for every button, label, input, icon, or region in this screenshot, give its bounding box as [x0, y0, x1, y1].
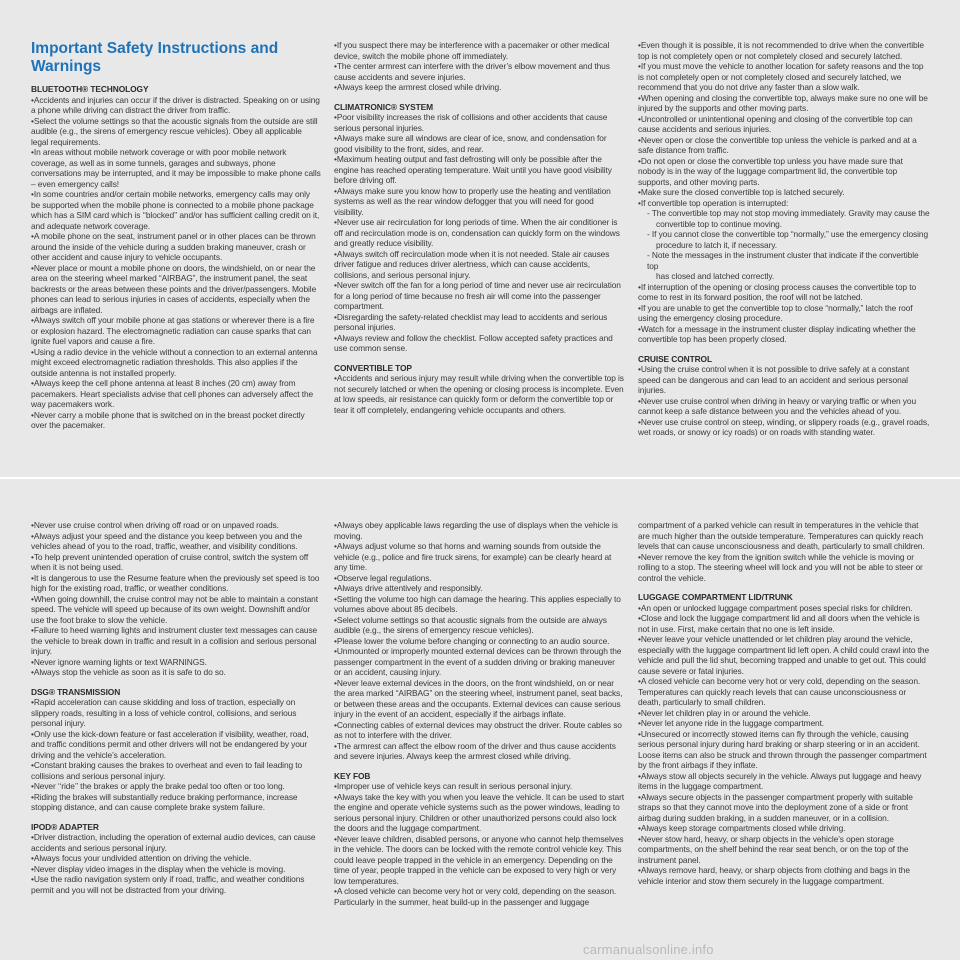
bullet-item: • Never use cruise control when driving off road or on unpaved roads.: [31, 520, 321, 531]
section-heading: KEY FOB: [334, 770, 371, 781]
bullet-item: • Never ‘‘ride’’ the brakes or apply the brake pedal too often or too long.: [31, 781, 321, 792]
bullet-item: • Use the radio navigation system only if road, traffic, and weather conditions permit and you will not be distracted from your driving.: [31, 874, 321, 895]
section-heading: BLUETOOTH® TECHNOLOGY: [31, 84, 149, 94]
bullet-item: • Never place or mount a mobile phone on doors, the windshield, on or near the area on the steering wheel marked “AIRBAG”, the instrument panel, the seat backrests or the areas between these points and the driver/passengers. Mobile phones can lead to serious injuries in cases of accidents, especially when the airbags are inflated.: [31, 263, 321, 316]
section-container: [638, 520, 930, 886]
watermark: carmanualsonline.info: [583, 942, 714, 957]
bullet-item: • Setting the volume too high can damage the hearing. This applies especially to volumes above about 85 decibels.: [334, 594, 624, 615]
bullet-item: • Make sure the closed convertible top is latched securely.: [638, 187, 930, 198]
sub-item: has closed and latched correctly.: [656, 271, 775, 281]
bullet-item: • Never remove the key from the ignition switch while the vehicle is moving or rolling to a stop. The steering wheel will lock and you will not be able to steer or control the vehicle.: [638, 552, 930, 584]
bullet-item: • Failure to heed warning lights and instrument cluster text messages can cause the vehicle to break down in traffic and result in a collision and serious personal injury.: [31, 625, 321, 657]
bullet-item: • Never display video images in the display when the vehicle is moving.: [31, 864, 321, 875]
section-container: [31, 84, 321, 431]
bullet-item: • Accidents and injuries can occur if the driver is distracted. Speaking on or using a phone while driving can distract the driver from traffic.: [31, 95, 321, 116]
bullet-item: • Only use the kick-down feature or fast acceleration if visibility, weather, road, and traffic conditions permit and other drivers will not be endangered by your driving and the vehicle’s acceleration.: [31, 729, 321, 761]
bullet-item: • Unmounted or improperly mounted external devices can be thrown through the passenger compartment in the event of a sudden driving or braking maneuver or an accident, causing injury.: [334, 646, 624, 678]
bullet-item: • Never leave external devices in the doors, on the front windshield, on or near the area marked “AIRBAG” on the steering wheel, instrument panel, seat backs, or between these areas and the occupants. External devices can cause serious injury in the event of an accident, especially if the airbags inflate.: [334, 678, 624, 720]
bullet-item: • Always obey applicable laws regarding the use of displays when the vehicle is moving.: [334, 520, 624, 541]
bullet-item: • Always stow all objects securely in the vehicle. Always put luggage and heavy items in the luggage compartment.: [638, 771, 930, 792]
section-heading: LUGGAGE COMPARTMENT LID/TRUNK: [638, 592, 793, 602]
bullet-item: • Always keep storage compartments closed while driving.: [638, 823, 930, 834]
bullet-item: • To help prevent unintended operation of cruise control, switch the system off when it is not being used.: [31, 552, 321, 573]
bullet-item: • Unsecured or incorrectly stowed items can fly through the vehicle, causing serious personal injury during hard braking or sharp steering or in an accident. Loose items can also be struck and thrown through the passenger compartment by the front airbags if they inflate.: [638, 729, 930, 771]
bullet-item: • Always adjust volume so that horns and warning sounds from outside the vehicle (e.g., police and fire truck sirens, for example) can be clearly heard at any time.: [334, 541, 624, 573]
top-column-1: [31, 40, 321, 431]
bullet-item: • Driver distraction, including the operation of external audio devices, can cause accidents and serious personal injury.: [31, 832, 321, 853]
bullet-item: • Observe legal regulations.: [334, 573, 624, 584]
bullet-item: • It is dangerous to use the Resume feature when the previously set speed is too high for the existing road, traffic, or weather conditions.: [31, 573, 321, 594]
bottom-column-1: [31, 520, 321, 895]
section-heading: CRUISE CONTROL: [638, 353, 712, 364]
bullet-item: • Never use air recirculation for long periods of time. When the air conditioner is off and recirculation mode is on, condensation can quickly form on the windows and greatly reduce visibility.: [334, 217, 624, 249]
bullet-item: • Never use cruise control when driving in heavy or varying traffic or when you cannot keep a safe distance between you and the vehicles ahead of you.: [638, 396, 930, 417]
bullet-item: • The armrest can affect the elbow room of the driver and thus cause accidents and severe injuries. Always keep the armrest closed while driving.: [334, 741, 624, 762]
bullet-item: • Never let children play in or around the vehicle.: [638, 708, 930, 719]
bullet-item: • Improper use of vehicle keys can result in serious personal injury.: [334, 781, 624, 792]
bullet-item: • An open or unlocked luggage compartment poses special risks for children.: [638, 603, 930, 614]
bullet-item: • Always switch off your mobile phone at gas stations or wherever there is a fire or explosion hazard. The electromagnetic radiation can cause sparks that can ignite fuel vapors and cause a fire.: [31, 315, 321, 347]
bullet-item: • Always keep the armrest closed while driving.: [334, 82, 624, 93]
bullet-item: • Never open or close the convertible top unless the vehicle is parked and at a safe distance from traffic.: [638, 135, 930, 156]
section-container: [31, 520, 321, 895]
bullet-item: • Always keep the cell phone antenna at least 8 inches (20 cm) away from pacemakers. Heart specialists advise that cell phones can adversely affect the way pacemakers work.: [31, 378, 321, 410]
bullet-item: • If interruption of the opening or closing process causes the convertible top to come to rest in its forward position, the roof will not be latched.: [638, 282, 930, 303]
sub-item: procedure to latch it, if necessary.: [656, 239, 777, 250]
section-heading: CONVERTIBLE TOP: [334, 362, 412, 373]
sub-item: - If you cannot close the convertible top “normally,” use the emergency closing: [647, 229, 929, 239]
section-container: [638, 40, 930, 438]
bullet-item: • Constant braking causes the brakes to overheat and even to fail leading to collisions and serious personal injury.: [31, 760, 321, 781]
section-heading: CLIMATRONIC® SYSTEM: [334, 101, 434, 112]
section-heading: DSG® TRANSMISSION: [31, 686, 121, 697]
bullet-item: • Always switch off recirculation mode when it is not needed. Stale air causes driver fatigue and reduces driver alertness, which can cause accidents, collisions, and serious personal injury.: [334, 249, 624, 281]
section-container: [334, 40, 624, 415]
bullet-item: • If you are unable to get the convertible top to close “normally,” latch the roof using the emergency closing procedure.: [638, 303, 930, 324]
sub-item: - Note the messages in the instrument cluster that indicate if the convertible top: [647, 250, 919, 271]
top-column-3: [638, 40, 930, 438]
bullet-item: • Watch for a message in the instrument cluster display indicating whether the convertible top has been properly closed.: [638, 324, 930, 345]
bullet-item: • Do not open or close the convertible top unless you have made sure that nobody is in the way of the luggage compartment lid, the convertible top supports, and other moving parts.: [638, 156, 930, 188]
bullet-item: • Never let anyone ride in the luggage compartment.: [638, 718, 930, 729]
bullet-item: • Always adjust your speed and the distance you keep between you and the vehicles ahead of you to the road, traffic, weather, and visibility conditions.: [31, 531, 321, 552]
bullet-item: • Always take the key with you when you leave the vehicle. It can be used to start the engine and operate vehicle systems such as the power windows, leading to serious personal injury. Children or other unauthorized persons could also lock the doors and the luggage compartment.: [334, 792, 624, 834]
bottom-column-3: [638, 520, 930, 886]
bullet-item: • Using the cruise control when it is not possible to drive safely at a constant speed can be dangerous and can lead to an accident and serious personal injuries.: [638, 364, 930, 396]
bullet-item: • Select the volume settings so that the acoustic signals from the outside are still audible (e.g., the sirens of emergency rescue vehicles). Obey all applicable legal requirements.: [31, 116, 321, 148]
bullet-item: • Select volume settings so that acoustic signals from the outside are always audible (e.g., the sirens of emergency rescue vehicles).: [334, 615, 624, 636]
bullet-item: • Always review and follow the checklist. Follow accepted safety practices and use common sense.: [334, 333, 624, 354]
bullet-item: • Always make sure all windows are clear of ice, snow, and condensation for good visibility to the front, sides, and rear.: [334, 133, 624, 154]
section-heading: IPOD® ADAPTER: [31, 821, 99, 832]
bullet-item: • Poor visibility increases the risk of collisions and other accidents that cause serious personal injuries.: [334, 112, 624, 133]
bullet-item: • When opening and closing the convertible top, always make sure no one will be injured by the supports and other moving parts.: [638, 93, 930, 114]
bullet-item: • Always make sure you know how to properly use the heating and ventilation systems as well as the rear window defogger that you will need for good visibility.: [334, 186, 624, 218]
bullet-item: • Always drive attentively and responsibly.: [334, 583, 624, 594]
bullet-item: • Always focus your undivided attention on driving the vehicle.: [31, 853, 321, 864]
section-container: [334, 520, 624, 907]
bullet-item: • Uncontrolled or unintentional opening and closing of the convertible top can cause accidents and serious injuries.: [638, 114, 930, 135]
bullet-item: • Please lower the volume before changing or connecting to an audio source.: [334, 636, 624, 647]
bullet-item: • If convertible top operation is interrupted:: [638, 198, 930, 209]
bullet-item: • Using a radio device in the vehicle without a connection to an external antenna might exceed electromagnetic radiation thresholds. This also applies if the outside antenna is not installed properly.: [31, 347, 321, 379]
bullet-item: • Always secure objects in the passenger compartment properly with suitable straps so that they cannot move into the deployment zone of a side or front airbag during sudden braking, in a sudden maneuver, or in a collision.: [638, 792, 930, 824]
bullet-item: • Always remove hard, heavy, or sharp objects from clothing and bags in the vehicle interior and stow them securely in the luggage compartment.: [638, 865, 930, 886]
bullet-item: • Accidents and serious injury may result while driving when the convertible top is not securely latched or when the opening or closing process is incomplete. Even at low speeds, air resistance can quickly form or deform the convertible top or tear it off completely, endangering vehicle occupants and others.: [334, 373, 624, 415]
bottom-column-2: [334, 520, 624, 907]
sub-item: - The convertible top may not stop moving immediately. Gravity may cause the: [647, 208, 930, 218]
bullet-item: • Close and lock the luggage compartment lid and all doors when the vehicle is not in use. First, make certain that no one is left inside.: [638, 613, 930, 634]
bullet-item: • A mobile phone on the seat, instrument panel or in other places can be thrown around the inside of the vehicle during a sudden braking maneuver, crash or other accident and cause injury to vehicle occupants.: [31, 231, 321, 263]
top-column-2: [334, 40, 624, 415]
bullet-item: • A closed vehicle can become very hot or very cold, depending on the season. Particularly in the summer, heat build-up in the passenger and luggage: [334, 886, 624, 907]
bullet-item: • In areas without mobile network coverage or with poor mobile network coverage, as well as in some tunnels, garages and subways, phone conversations may be interrupted, and it may be impossible to make phone calls – even emergency calls!: [31, 147, 321, 189]
bullet-item: • A closed vehicle can become very hot or very cold, depending on the season. Temperatures can quickly reach levels that can cause unconsciousness or death, particularly to small children.: [638, 676, 930, 708]
paragraph: compartment of a parked vehicle can result in temperatures in the vehicle that are much higher than the outside temperature. Temperatures can quickly reach levels that can cause unconsciousness and death, particularly to small children.: [638, 520, 925, 551]
bullet-item: • If you suspect there may be interference with a pacemaker or other medical device, switch the mobile phone off immediately.: [334, 40, 624, 61]
page-title: Important Safety Instructions and Warnings: [31, 40, 279, 75]
bullet-item: • Disregarding the safety-related checklist may lead to accidents and serious personal injuries.: [334, 312, 624, 333]
bullet-item: • Never carry a mobile phone that is switched on in the breast pocket directly over the pacemaker.: [31, 410, 321, 431]
bullet-item: • Never stow hard, heavy, or sharp objects in the vehicle’s open storage compartments, on the shelf behind the rear seat bench, or on the top of the instrument panel.: [638, 834, 930, 866]
bullet-item: • In some countries and/or certain mobile networks, emergency calls may only be supported when the mobile phone is connected to a mobile phone package which has a SIM card which is ‘‘blocked’’ and/or has sufficient calling credit on it, and adequate network coverage.: [31, 189, 321, 231]
bullet-item: • The center armrest can interfere with the driver’s elbow movement and thus cause accidents and severe injuries.: [334, 61, 624, 82]
bullet-item: • Never leave your vehicle unattended or let children play around the vehicle, especially with the luggage compartment lid left open. A child could crawl into the vehicle and pull the lid shut, becoming trapped and unable to get out. This could cause severe or fatal injuries.: [638, 634, 930, 676]
bullet-item: • When going downhill, the cruise control may not be able to maintain a constant speed. The vehicle will speed up because of its own weight. Downshift and/or use the foot brake to slow the vehicle.: [31, 594, 321, 626]
bullet-item: • Never use cruise control on steep, winding, or slippery roads (e.g., gravel roads, wet roads, or snowy or icy roads) or on roads with standing water.: [638, 417, 930, 438]
bullet-item: • Never leave children, disabled persons, or anyone who cannot help themselves in the vehicle. The doors can be locked with the remote control vehicle key. This could leave people trapped in the vehicle in an emergency. Depending on the time of year, people trapped in the vehicle can be exposed to very high or very low temperatures.: [334, 834, 624, 887]
bullet-item: • Always stop the vehicle as soon as it is safe to do so.: [31, 667, 321, 678]
sub-item: convertible top to continue moving.: [656, 218, 782, 229]
bullet-item: • Rapid acceleration can cause skidding and loss of traction, especially on slippery roads, resulting in a loss of vehicle control, collisions, and serious personal injury.: [31, 697, 321, 729]
bullet-item: • Even though it is possible, it is not recommended to drive when the convertible top is not completely open or not completely closed and securely latched.: [638, 40, 930, 61]
bullet-item: • Never switch off the fan for a long period of time and never use air recirculation for a long period of time because no fresh air will come into the passenger compartment.: [334, 280, 624, 312]
bullet-item: • Connecting cables of external devices may obstruct the driver. Route cables so as not to interfere with the driver.: [334, 720, 624, 741]
bullet-item: • Riding the brakes will substantially reduce braking performance, increase stopping distance, and can cause complete brake system failure.: [31, 792, 321, 813]
bullet-item: • Never ignore warning lights or text WARNINGS.: [31, 657, 321, 668]
bullet-item: • If you must move the vehicle to another location for safety reasons and the top is not completely open or not completely closed and securely latched, we recommend that you do not drive any faster than a slow walk.: [638, 61, 930, 93]
bullet-item: • Maximum heating output and fast defrosting will only be possible after the engine has reached operating temperature. Wait until you have good visibility before driving off.: [334, 154, 624, 186]
